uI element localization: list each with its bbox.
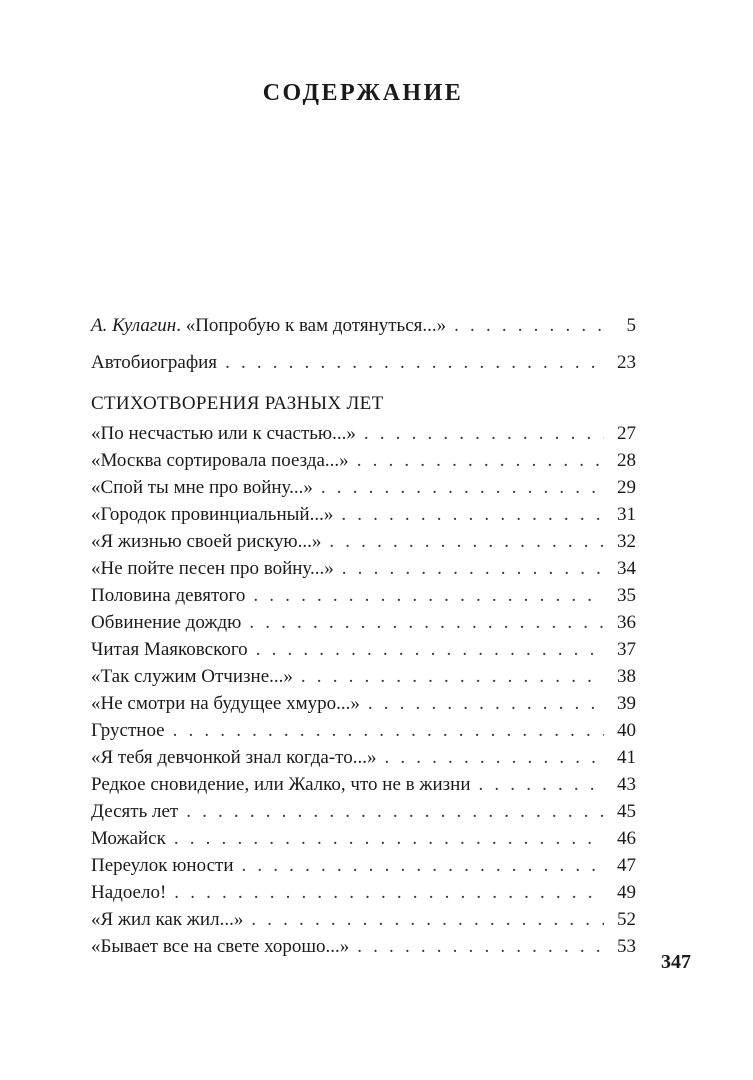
toc-entry-label: «Спой ты мне про войну...»	[91, 477, 313, 498]
toc-entry	[91, 663, 636, 690]
toc-entry-page: 34	[617, 558, 636, 579]
dot-leader	[186, 798, 604, 825]
toc-entry-label: «Не пойте песен про войну...»	[91, 558, 334, 579]
toc-entry-label: Обвинение дождю	[91, 612, 242, 633]
toc-entry	[91, 555, 636, 582]
dot-leader	[368, 690, 604, 717]
toc-entry	[91, 690, 636, 717]
toc-entry-label: Десять лет	[91, 801, 179, 822]
toc-entry-label: «По несчастью или к счастью...»	[91, 423, 356, 444]
dot-leader	[174, 879, 604, 906]
toc-entry-page: 37	[617, 639, 636, 660]
toc-entry-label: «Не смотри на будущее хмуро...»	[91, 693, 360, 714]
toc-entry	[91, 771, 636, 798]
toc-entry-page: 46	[617, 828, 636, 849]
dot-leader	[341, 501, 604, 528]
dot-leader	[225, 349, 604, 376]
toc-entry	[91, 933, 636, 960]
section-heading: СТИХОТВОРЕНИЯ РАЗНЫХ ЛЕТ	[91, 393, 384, 414]
toc-entry-page: 53	[617, 936, 636, 957]
toc-entry-label: Автобиография	[91, 352, 218, 373]
toc-entry-label: Читая Маяковского	[91, 639, 248, 660]
toc-entry	[91, 609, 636, 636]
toc-entry-page: 47	[617, 855, 636, 876]
toc-entry-label: «Я тебя девчонкой знал когда-то...»	[91, 747, 377, 768]
dot-leader	[321, 474, 604, 501]
dot-leader	[364, 420, 604, 447]
dot-leader	[357, 933, 604, 960]
toc-entry-page: 32	[617, 531, 636, 552]
dot-leader	[174, 825, 604, 852]
toc-entry-label: Можайск	[91, 828, 166, 849]
dot-leader	[249, 609, 604, 636]
toc-entry	[91, 852, 636, 879]
toc-entry-page: 40	[617, 720, 636, 741]
dot-leader	[241, 852, 604, 879]
toc-entry-page: 45	[617, 801, 636, 822]
toc-entry-label: Надоело!	[91, 882, 167, 903]
toc-entry-autobiography	[91, 349, 636, 376]
toc-entry-page: 35	[617, 585, 636, 606]
toc-entry-intro	[91, 312, 636, 339]
toc-entry-page: 43	[617, 774, 636, 795]
page-number: 347	[661, 951, 691, 973]
toc-entry-label: «Я жил как жил...»	[91, 909, 244, 930]
toc-entry-list	[91, 420, 636, 960]
toc-entry	[91, 528, 636, 555]
dot-leader	[173, 717, 604, 744]
toc-entry	[91, 447, 636, 474]
toc-entry-page: 29	[617, 477, 636, 498]
toc-entry	[91, 906, 636, 933]
toc-entry	[91, 636, 636, 663]
toc-entry-page: 23	[617, 352, 636, 373]
dot-leader	[301, 663, 604, 690]
toc-entry-label: «Москва сортировала поезда...»	[91, 450, 349, 471]
toc-entry-label: Половина девятого	[91, 585, 246, 606]
dot-leader	[384, 744, 604, 771]
toc-entry-author: А. Кулагин	[91, 315, 177, 336]
dot-leader	[454, 312, 604, 339]
dot-leader	[253, 582, 604, 609]
toc-entry	[91, 474, 636, 501]
dot-leader	[251, 906, 604, 933]
dot-leader	[357, 447, 604, 474]
toc-entry-label: «Я жизнью своей рискую...»	[91, 531, 322, 552]
toc-entry-page: 28	[617, 450, 636, 471]
toc-entry-label: Грустное	[91, 720, 165, 741]
toc-entry	[91, 744, 636, 771]
toc-entry	[91, 501, 636, 528]
dot-leader	[342, 555, 604, 582]
toc-entry-label: Переулок юности	[91, 855, 234, 876]
toc-entry	[91, 717, 636, 744]
toc-entry-label: «Городок провинциальный...»	[91, 504, 334, 525]
toc-entry-label: «Так служим Отчизне...»	[91, 666, 293, 687]
toc-entry-title: . «Попробую к вам дотянуться...»	[176, 315, 447, 336]
toc-entry	[91, 798, 636, 825]
toc-entry	[91, 420, 636, 447]
toc-entry-page: 38	[617, 666, 636, 687]
dot-leader	[479, 771, 605, 798]
toc-entry	[91, 582, 636, 609]
toc-entry-page: 52	[617, 909, 636, 930]
toc-entry-page: 39	[617, 693, 636, 714]
dot-leader	[329, 528, 604, 555]
toc-entry-page: 31	[617, 504, 636, 525]
toc-entry-label	[91, 312, 446, 339]
toc-entry-page: 49	[617, 882, 636, 903]
toc-entry	[91, 879, 636, 906]
dot-leader	[256, 636, 604, 663]
toc-entry	[91, 825, 636, 852]
toc-entry-page: 41	[617, 747, 636, 768]
toc-entry-page: 27	[617, 423, 636, 444]
toc-entry-page: 36	[617, 612, 636, 633]
page-title: СОДЕРЖАНИЕ	[262, 80, 464, 106]
toc-entry-page: 5	[626, 315, 636, 336]
toc-entry-label: «Бывает все на свете хорошо...»	[91, 936, 350, 957]
toc-entry-label: Редкое сновидение, или Жалко, что не в жизни	[91, 774, 471, 795]
table-of-contents	[91, 312, 636, 960]
